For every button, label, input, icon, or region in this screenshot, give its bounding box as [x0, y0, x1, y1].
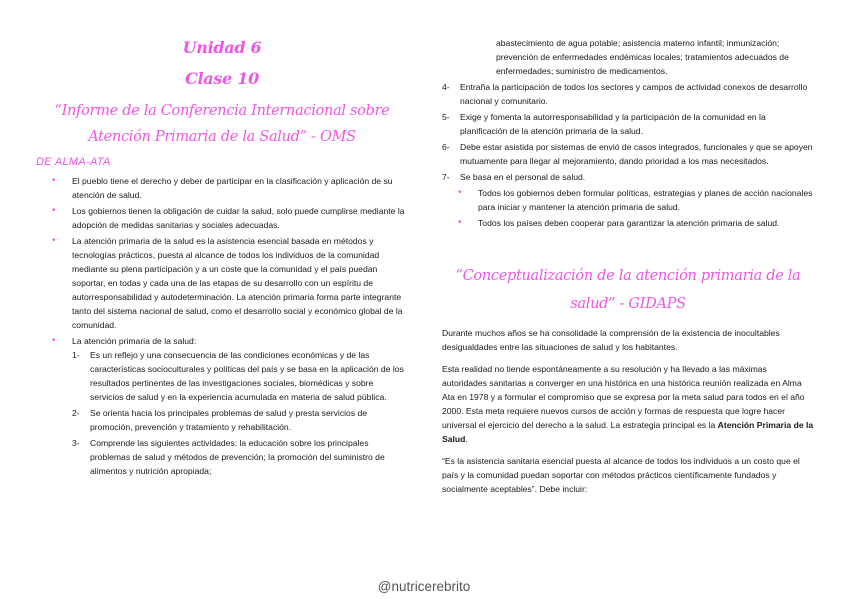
bullet-item: • Todos los gobiernos deben formular políticas, estrategias y planes de acción nacionales para iniciar y mantener la atención primaria de salud. [442, 186, 814, 214]
left-column [36, 38, 408, 480]
item-number: 6- [442, 142, 450, 152]
class-title: Clase 10 [185, 69, 259, 88]
item-number: 3- [72, 438, 80, 448]
paragraph: Durante muchos años se ha consolidade la comprensión de la existencia de inocultables desigualdades entre las situaciones de salud y los habitantes. [442, 328, 780, 352]
numbered-item-continuation: abastecimiento de agua potable; asistencia materno infantil; inmunización; prevención de enfermedades endémicas locales; tratamientos adecuados de enfermedades; suministro de medicamentos. [496, 38, 789, 76]
unit-title: Unidad 6 [182, 38, 262, 57]
paragraph-text-end: . [465, 434, 468, 444]
item-text: Debe estar asistida por sistemas de envió de casos integrados, funcionales y que se apoyen mutuamente para llegar al mejoramiento, dando prioridad a los mas necesitados. [460, 142, 813, 166]
numbered-item [442, 110, 814, 138]
numbered-item [442, 170, 814, 184]
numbered-item [72, 348, 408, 404]
item-number: 4- [442, 82, 450, 92]
item-number: 5- [442, 112, 450, 122]
item-text: Comprende las siguientes actividades: la educación sobre los principales problemas de salud y métodos de prevención; la promoción del suministro de alimentos y nutrición apropiada; [90, 438, 385, 476]
bullet-item: • El pueblo tiene el derecho y deber de participar en la clasificación y aplicación de su atención de salud. [36, 174, 408, 202]
item-text: Se basa en el personal de salud. [460, 172, 586, 182]
item-text: Es un reflejo y una consecuencia de las condiciones económicas y de las características socioculturales y políticas del país y se basa en la aplicación de los resultados pertinentes de las investigaciones sociales, biomédicas y sobre servicios de salud y en la experiencia acumulada en materia de salud pública. [90, 350, 404, 402]
numbered-item [442, 80, 814, 108]
bullet-item: • Los gobiernos tienen la obligación de cuidar la salud, solo puede cumplirse mediante la adopción de medidas sanitarias y sociales adecuadas. [36, 204, 408, 232]
section-heading: DE ALMA-ATA [36, 156, 111, 168]
quote-paragraph: “Es la asistencia sanitaria esencial puesta al alcance de todos los individuos a un costo que el país y la comunidad puedan soportar con métodos prácticos científicamente fundados y socialmente aceptables”. Debe incluir: [442, 456, 800, 494]
bullet-item: • Todos los países deben cooperar para garantizar la atención primaria de salud. [442, 216, 814, 230]
numbered-item [72, 406, 408, 434]
paragraph-text: Esta realidad no tiende espontáneamente a su resolución y ha llevado a las máximas autoridades sanitarias a converger en una histórica en una histórica reunión realizada en Alma Ata en 1978 y a formular el compromiso que se expresa por la meta salud para todos en el año 2000. Esta meta requiere nuevos cursos de acción y formas de respuesta que logre hacer universal el ejercicio del derecho a la salud. La estrategia principal es la [442, 364, 805, 430]
numbered-item [442, 140, 814, 168]
numbered-item [72, 436, 408, 478]
item-number: 7- [442, 172, 450, 182]
concept-title: “Conceptualización de la atención primaria de la salud” - GIDAPS [455, 268, 801, 312]
right-column [442, 36, 814, 504]
bullet-item-text: La atención primaria de la salud: [72, 336, 197, 346]
bullet-item [36, 334, 408, 478]
bullet-list-left [36, 174, 408, 478]
item-text: Exige y fomenta la autorresponsabilidad y la participación de la comunidad en la planificación de la atención primaria de la salud. [460, 112, 766, 136]
paragraph [442, 362, 814, 446]
item-number: 2- [72, 408, 80, 418]
item-text: Entraña la participación de todos los sectores y campos de actividad conexos de desarrollo nacional y comunitario. [460, 82, 808, 106]
bullet-list-right [442, 186, 814, 230]
bullet-item: • La atención primaria de la salud es la asistencia esencial basada en métodos y tecnologías prácticos, puesta al alcance de todos los individuos de la comunidad mediante su plena participación y a un coste que la comunidad y el país puedan soportar, en todas y cada una de las etapas de su desarrollo con un espíritu de autorresponsabilidad y autodeterminación. La atención primaria forma parte integrante tanto del sistema nacional de salud, como el desarrollo social y económico global de la comunidad. [36, 234, 408, 332]
numbered-list-continued [442, 80, 814, 184]
author-handle: @nutricerebrito [377, 579, 471, 594]
numbered-list [72, 348, 408, 478]
report-title: “Informe de la Conferencia Internacional sobre Atención Primaria de la Salud” - OMS [54, 103, 390, 145]
paragraph-emphasis: Atención Primaria de la Salud [442, 420, 814, 444]
item-number: 1- [72, 350, 80, 360]
item-text: Se orienta hacia los principales problemas de salud y presta servicios de promoción, prevención y tratamiento y rehabilitación. [90, 408, 368, 432]
